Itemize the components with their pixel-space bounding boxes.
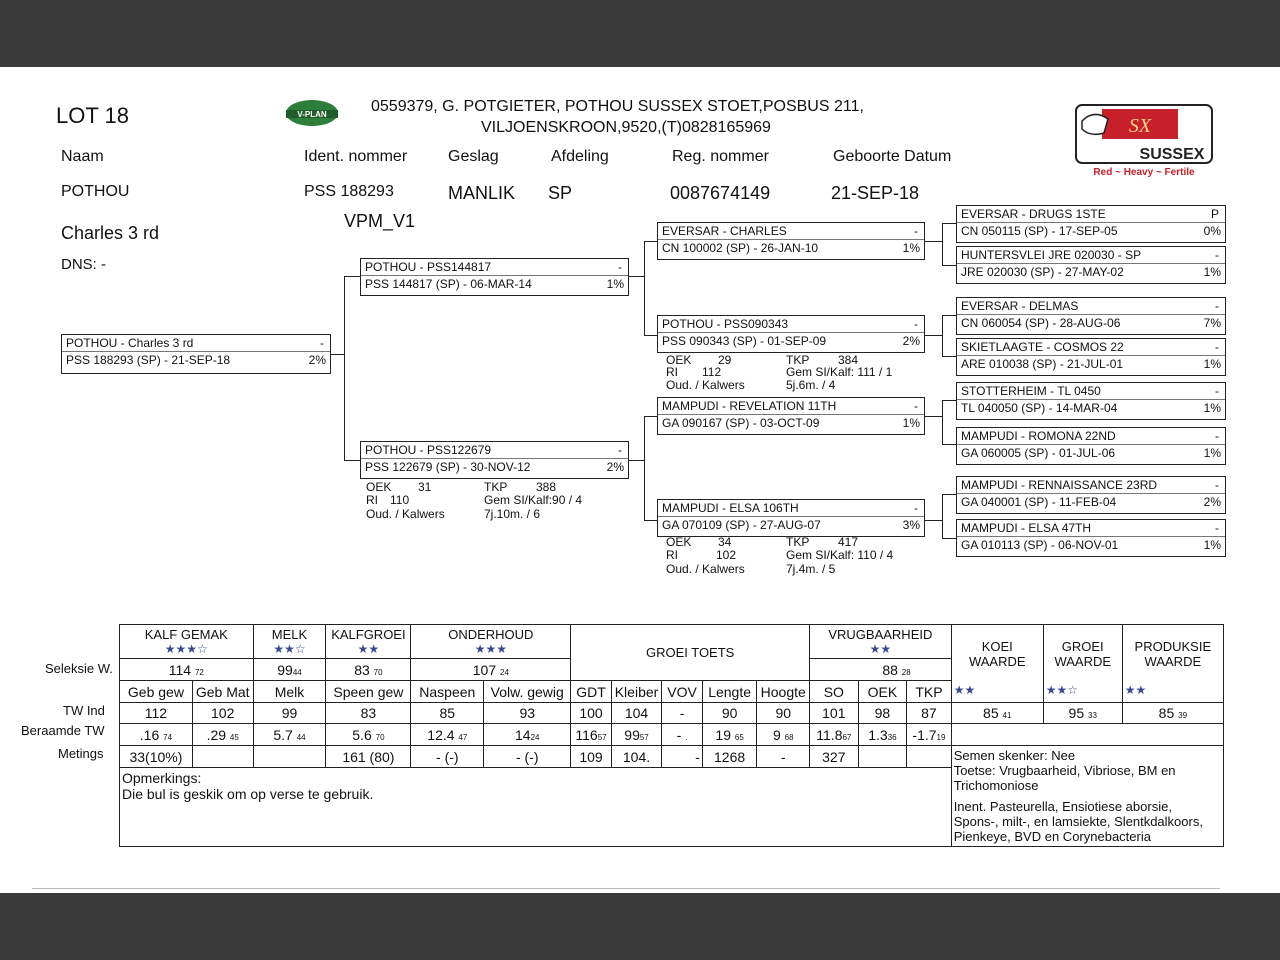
tw-cell: 85 [411,703,484,724]
row-label-seleksie: Seleksie W. [45,661,113,676]
label-afdeling: Afdeling [551,148,609,165]
connector [942,538,956,539]
owner-line1: 0559379, G. POTGIETER, POTHOU SUSSEX STOET,POSBUS 211, [371,98,864,115]
col-header: Naspeen [411,681,484,703]
pedigree-self: POTHOU - Charles 3 rd - PSS 188293 (SP) - 21-SEP-18 2% [61,334,331,374]
metings-cell [253,746,326,768]
footer-divider [32,888,1220,889]
row-label-tw: TW Ind [63,703,105,718]
pedigree-gg-5: STOTTERHEIM - TL 0450 - TL 040050 (SP) - 14-MAR-04 1% [956,382,1226,420]
label-reg: Reg. nommer [672,148,769,165]
metings-cell: 104. [611,746,662,768]
connector [628,276,644,277]
beraamde-cell: 5.7 44 [253,724,326,746]
connector [942,400,956,401]
metings-cell: - [662,746,702,768]
label-geboorte: Geboorte Datum [833,148,952,165]
beraamde-cell: 19 65 [702,724,757,746]
col-header: VOV [662,681,702,703]
group-groei-waarde: GROEI WAARDE ★★☆ [1043,625,1122,703]
pedigree-gg-6: MAMPUDI - ROMONA 22ND - GA 060005 (SP) - 01-JUL-06 1% [956,427,1226,465]
label-geslag: Geslag [448,148,499,165]
tw-groei: 95 33 [1043,703,1122,724]
pedigree-gg-1: EVERSAR - DRUGS 1STE P CN 050115 (SP) - 17-SEP-05 0% [956,205,1226,243]
pedigree-dam-dam: MAMPUDI - ELSA 106TH - GA 070109 (SP) - 27-AUG-07 3% [657,499,925,537]
value-afdeling: SP [548,183,573,203]
beraamde-cell: .16 74 [120,724,193,746]
seleksie-melk: 9944 [253,659,326,681]
tw-koei: 85 41 [951,703,1043,724]
connector [330,354,344,355]
dns: DNS: - [61,256,106,273]
connector [644,335,657,336]
tw-cell: 102 [192,703,253,724]
col-header: Lengte [702,681,757,703]
value-reg: 0087674149 [670,183,771,203]
metings-cell: 161 (80) [326,746,411,768]
col-header: Hoogte [757,681,810,703]
connector [644,520,657,521]
tests-notes: Semen skenker: Nee Toetse: Vrugbaarheid, Vibriose, BM en Trichomoniose Inent. Pasteurella, Ensiotiese aborsie, Spons-, milt-, en lamsiekte, Slentkdalkoors, Pienkeye, BVD en Corynebacteria [951,746,1223,847]
beraamde-cell: .29 45 [192,724,253,746]
connector [942,356,956,357]
connector [942,400,943,444]
col-header: Melk [253,681,326,703]
beraamde-cell: 1424 [484,724,571,746]
group-vrugbaarheid: VRUGBAARHEID ★★ [810,625,952,659]
remarks: Opmerkings: Die bul is geskik om op verse te gebruik. [120,768,952,847]
lot-number: LOT 18 [56,103,129,128]
group-koei-waarde: KOEI WAARDE ★★ [951,625,1043,703]
seleksie-vrugbaarheid: 88 28 [810,659,952,681]
group-onderhoud: ONDERHOUD ★★★ [411,625,571,659]
metings-cell: - [757,746,810,768]
animal-name: Charles 3 rd [61,223,160,243]
tw-cell: 101 [810,703,859,724]
plan-code: VPM_V1 [344,211,416,231]
metings-cell: - (-) [411,746,484,768]
pedigree-gg-2: HUNTERSVLEI JRE 020030 - SP - JRE 020030 (SP) - 27-MAY-02 1% [956,246,1226,284]
owner-line2: VILJOENSKROON,9520,(T)0828165969 [481,119,771,136]
seleksie-kalf-gemak: 114 72 [120,659,254,681]
pedigree-gg-7: MAMPUDI - RENNAISSANCE 23RD - GA 040001 (SP) - 11-FEB-04 2% [956,476,1226,514]
col-header: TKP [907,681,952,703]
metings-cell [192,746,253,768]
pedigree-gg-3: EVERSAR - DELMAS - CN 060054 (SP) - 28-AUG-06 7% [956,297,1226,335]
tw-produksie: 85 39 [1122,703,1223,724]
tw-cell: - [662,703,702,724]
sire-dam-performance: OEK 29 TKP 384 RI 112 Gem SI/Kalf: 111 / 1 Oud. / Kalwers 5j.6m. / 4 [666,353,893,392]
col-header: Geb Mat [192,681,253,703]
value-geslag: MANLIK [448,183,516,203]
col-header: Volw. gewig [484,681,571,703]
connector [942,223,956,224]
beraamde-cell: 12.4 47 [411,724,484,746]
connector [924,520,942,521]
breeding-values-table [119,624,1224,847]
metings-cell: 109 [571,746,611,768]
connector [942,494,956,495]
connector [924,335,942,336]
connector [644,241,657,242]
row-label-beraamde: Beraamde TW [21,723,105,738]
top-bar [0,0,1280,67]
beraamde-cell: 9 68 [757,724,810,746]
beraamde-cell: 1.336 [858,724,907,746]
row-label-metings: Metings [58,746,104,761]
tw-cell: 104 [611,703,662,724]
dam-performance: OEK 31 TKP 388 RI 110 Gem SI/Kalf:90 / 4 Oud. / Kalwers 7j.10m. / 6 [366,480,583,521]
seleksie-kalfgroei: 83 70 [326,659,411,681]
value-naam: POTHOU [61,183,130,200]
tw-cell: 90 [757,703,810,724]
connector [942,494,943,538]
vplan-logo-text: V-PLAN [297,110,327,119]
connector [344,276,360,277]
pedigree-sire: POTHOU - PSS144817 - PSS 144817 (SP) - 06-MAR-14 1% [360,258,629,296]
connector [344,460,360,461]
pedigree-sire-dam: POTHOU - PSS090343 - PSS 090343 (SP) - 01-SEP-09 2% [657,315,925,353]
metings-cell: 1268 [702,746,757,768]
pedigree-gg-8: MAMPUDI - ELSA 47TH - GA 010113 (SP) - 06-NOV-01 1% [956,519,1226,557]
connector [924,241,942,242]
label-naam: Naam [61,148,104,165]
connector [924,416,942,417]
dam-dam-performance: OEK 34 TKP 417 RI 102 Gem SI/Kalf: 110 / 4 Oud. / Kalwers 7j.4m. / 5 [666,535,894,576]
metings-cell: 33(10%) [120,746,193,768]
pedigree-sire-sire: EVERSAR - CHARLES - CN 100002 (SP) - 26-JAN-10 1% [657,222,925,260]
label-ident: Ident. nommer [304,148,408,165]
pedigree-dam: POTHOU - PSS122679 - PSS 122679 (SP) - 30-NOV-12 2% [360,441,629,479]
connector [644,241,645,335]
value-ident: PSS 188293 [304,183,394,200]
tw-cell: 99 [253,703,326,724]
value-geboorte: 21-SEP-18 [831,183,920,203]
col-header: GDT [571,681,611,703]
sussex-name: SUSSEX [1139,146,1205,163]
pedigree-dam-sire: MAMPUDI - REVELATION 11TH - GA 090167 (SP) - 03-OCT-09 1% [657,397,925,435]
beraamde-cell: -1.719 [907,724,952,746]
connector [942,315,956,316]
tw-cell: 93 [484,703,571,724]
bottom-bar [0,893,1280,960]
tw-cell: 83 [326,703,411,724]
group-melk: MELK ★★☆ [253,625,326,659]
col-header: Kleiber [611,681,662,703]
group-groei-toets: GROEI TOETS [571,625,810,681]
group-produksie-waarde: PRODUKSIE WAARDE ★★ [1122,625,1223,703]
metings-cell [907,746,952,768]
metings-cell: - (-) [484,746,571,768]
connector [644,416,645,520]
connector [942,444,956,445]
connector [344,276,345,460]
beraamde-cell: 11.867 [810,724,859,746]
tw-cell: 100 [571,703,611,724]
metings-cell: 327 [810,746,859,768]
tw-cell: 90 [702,703,757,724]
seleksie-onderhoud: 107 24 [411,659,571,681]
col-header: OEK [858,681,907,703]
col-header: SO [810,681,859,703]
beraamde-cell: 5.6 70 [326,724,411,746]
col-header: Speen gew [326,681,411,703]
col-header: Geb gew [120,681,193,703]
connector [942,315,943,356]
metings-cell [858,746,907,768]
group-kalf-gemak: KALF GEMAK ★★★☆ [120,625,254,659]
connector [942,223,943,265]
pedigree-gg-4: SKIETLAAGTE - COSMOS 22 - ARE 010038 (SP) - 21-JUL-01 1% [956,338,1226,376]
tw-cell: 87 [907,703,952,724]
connector [628,460,644,461]
connector [644,416,657,417]
vplan-logo [284,98,340,128]
tw-cell: 98 [858,703,907,724]
beraamde-cell: - . [662,724,702,746]
sussex-logo [1074,103,1214,179]
connector [942,265,956,266]
group-kalfgroei: KALFGROEI ★★ [326,625,411,659]
beraamde-cell: 11657 [571,724,611,746]
sussex-emblem-text: SX [1128,115,1152,137]
beraamde-cell: 9957 [611,724,662,746]
sussex-tagline: Red ~ Heavy ~ Fertile [1093,167,1195,178]
tw-cell: 112 [120,703,193,724]
beraamde-empty [951,724,1223,746]
